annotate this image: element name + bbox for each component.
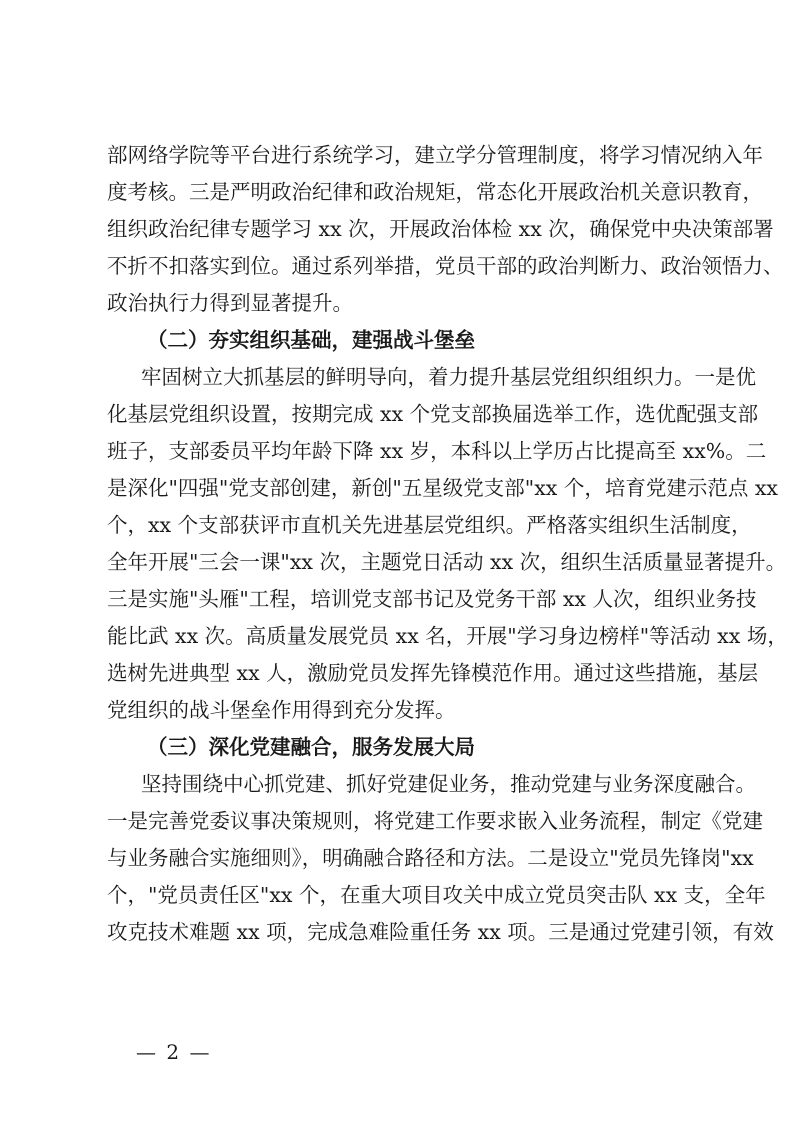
section-heading: （三）深化党建融合，服务发展大局 [147,735,475,759]
text-line: 选树先进典型 xx 人，激励党员发挥先锋模范作用。通过这些措施，基层 [107,661,759,685]
text-line: 是深化"四强"党支部创建，新创"五星级党支部"xx 个，培育党建示范点 xx [107,476,778,500]
text-line: 能比武 xx 次。高质量发展党员 xx 名，开展"学习身边榜样"等活动 xx 场， [107,624,788,648]
text-line: 党组织的战斗堡垒作用得到充分发挥。 [107,698,456,722]
document-body [107,137,788,951]
text-line: 牢固树立大抓基层的鲜明导向，着力提升基层党组织组织力。一是优 [141,365,756,389]
text-line: 个，xx 个支部获评市直机关先进基层党组织。严格落实组织生活制度， [107,513,752,537]
text-line: 组织政治纪律专题学习 xx 次，开展政治体检 xx 次，确保党中央决策部署 [107,217,774,241]
text-line: 化基层党组织设置，按期完成 xx 个党支部换届选举工作，选优配强支部 [107,402,759,426]
page-number: — 2 — [136,1040,212,1064]
text-line: 全年开展"三会一课"xx 次，主题党日活动 xx 次，组织生活质量显著提升。 [107,550,787,574]
text-line: 与业务融合实施细则》，明确融合路径和方法。二是设立"党员先锋岗"xx [107,846,754,870]
text-line: 班子，支部委员平均年龄下降 xx 岁，本科以上学历占比提高至 xx%。二 [107,439,767,463]
text-line: 三是实施"头雁"工程，培训党支部书记及党务干部 xx 人次，组织业务技 [107,587,757,611]
text-line: 一是完善党委议事决策规则，将党建工作要求嵌入业务流程，制定《党建 [107,809,763,833]
text-line: 坚持围绕中心抓党建、抓好党建促业务，推动党建与业务深度融合。 [141,772,756,796]
text-line: 部网络学院等平台进行系统学习，建立学分管理制度，将学习情况纳入年 [107,143,763,167]
text-line: 政治执行力得到显著提升。 [107,291,353,315]
text-line: 攻克技术难题 xx 项，完成急难险重任务 xx 项。三是通过党建引领，有效 [107,920,774,944]
text-line: 度考核。三是严明政治纪律和政治规矩，常态化开展政治机关意识教育， [107,180,763,204]
text-line: 个，"党员责任区"xx 个，在重大项目攻关中成立党员突击队 xx 支，全年 [107,883,766,907]
section-heading: （二）夯实组织基础，建强战斗堡垒 [147,328,475,352]
text-line: 不折不扣落实到位。通过系列举措，党员干部的政治判断力、政治领悟力、 [107,254,784,278]
